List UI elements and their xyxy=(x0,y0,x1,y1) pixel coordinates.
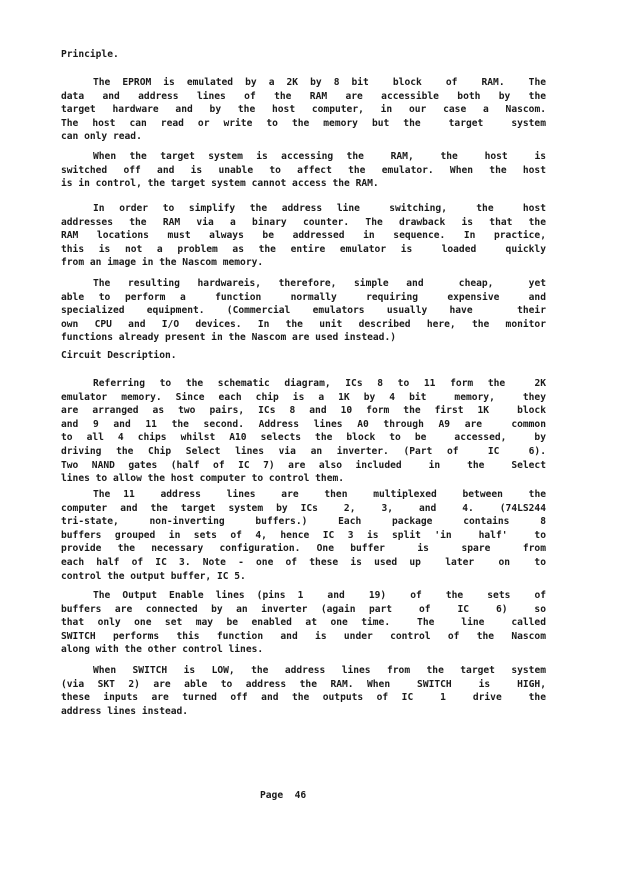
text-line: (via SKT 2) are able to address the RAM. When SWITCH is HIGH, xyxy=(61,678,546,690)
text-line: to all 4 chips whilst A10 selects the block to be accessed, by xyxy=(61,432,546,444)
text-line: SWITCH performs this function and is under control of the Nascom xyxy=(61,630,546,642)
text-line: able to perform a function normally requiring expensive and xyxy=(61,291,546,303)
paragraph-3 xyxy=(61,202,546,270)
text-line: can only read. xyxy=(61,131,142,143)
paragraph-4 xyxy=(61,277,546,345)
text-line: In order to simplify the address line switching, the host xyxy=(93,203,546,214)
text-line: along with the other control lines. xyxy=(61,644,264,656)
text-line: lines to allow the host computer to control them. xyxy=(61,473,345,485)
text-line: emulator memory. Since each chip is a 1K by 4 bit memory, they xyxy=(61,391,546,403)
paragraph-1 xyxy=(61,76,546,144)
text-line: tri-state, non-inverting buffers.) Each package contains 8 xyxy=(61,516,546,528)
text-line: When the target system is accessing the RAM, the host is xyxy=(93,151,546,162)
text-line: buffers grouped in sets of 4, hence IC 3 is split 'in half' to xyxy=(61,529,546,541)
paragraph-2 xyxy=(61,150,546,191)
text-line: each half of IC 3. Note - one of these is used up later on to xyxy=(61,556,546,568)
text-line: from an image in the Nascom memory. xyxy=(61,257,264,269)
text-line: addresses the RAM via a binary counter. The drawback is that the xyxy=(61,216,546,228)
text-line: RAM locations must always be addressed in sequence. In practice, xyxy=(61,230,546,242)
text-line: Two NAND gates (half of IC 7) are also included in the Select xyxy=(61,459,546,471)
text-line: The EPROM is emulated by a 2K by 8 bit block of RAM. The xyxy=(93,77,546,88)
text-line: driving the Chip Select lines via an inverter. (Part of IC 6). xyxy=(61,445,546,457)
text-line: buffers are connected by an inverter (again part of IC 6) so xyxy=(61,603,546,615)
text-line: is in control, the target system cannot access the RAM. xyxy=(61,178,379,190)
text-line: Referring to the schematic diagram, ICs 8 to 11 form the 2K xyxy=(93,378,546,389)
text-line: and 9 and 11 the second. Address lines A0 through A9 are common xyxy=(61,418,546,430)
paragraph-5 xyxy=(61,377,546,486)
text-line: specialized equipment. (Commercial emulators usually have their xyxy=(61,305,546,317)
text-line: functions already present in the Nascom are used instead.) xyxy=(61,332,397,344)
text-line: provide the necessary configuration. One buffer is spare from xyxy=(61,543,546,555)
text-line: The 11 address lines are then multiplexed between the xyxy=(93,489,546,500)
paragraph-8 xyxy=(61,664,546,718)
text-line: The resulting hardwareis, therefore, simple and cheap, yet xyxy=(93,278,546,289)
text-line: The host can read or write to the memory but the target system xyxy=(61,117,546,129)
text-line: these inputs are turned off and the outputs of IC 1 drive the xyxy=(61,692,546,704)
heading-principle: Principle. xyxy=(61,49,119,60)
text-line: this is not a problem as the entire emulator is loaded quickly xyxy=(61,243,546,255)
page-number: Page 46 xyxy=(260,790,307,801)
text-line: are arranged as two pairs, ICs 8 and 10 form the first 1K block xyxy=(61,405,546,417)
text-line: target hardware and by the host computer, in our case a Nascom. xyxy=(61,104,546,116)
text-line: When SWITCH is LOW, the address lines from the target system xyxy=(93,665,546,676)
text-line: computer and the target system by ICs 2, 3, and 4. (74LS244 xyxy=(61,502,546,514)
text-line: that only one set may be enabled at one time. The line called xyxy=(61,617,546,629)
text-line: The Output Enable lines (pins 1 and 19) of the sets of xyxy=(93,590,546,601)
paragraph-6 xyxy=(61,488,546,583)
paragraph-7 xyxy=(61,589,546,657)
text-line: switched off and is unable to affect the emulator. When the host xyxy=(61,164,546,176)
text-line: own CPU and I/O devices. In the unit described here, the monitor xyxy=(61,318,546,330)
text-line: control the output buffer, IC 5. xyxy=(61,570,246,582)
text-line: data and address lines of the RAM are accessible both by the xyxy=(61,90,546,102)
text-line: address lines instead. xyxy=(61,705,189,717)
heading-circuit-description: Circuit Description. xyxy=(61,350,177,361)
